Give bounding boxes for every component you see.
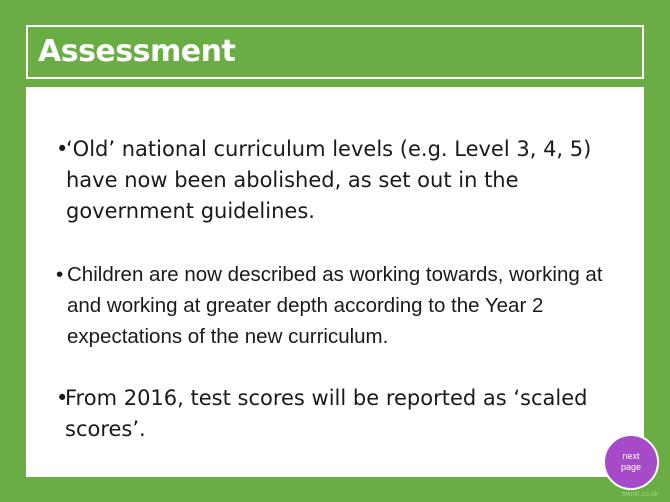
bullet-item-working-descriptions [56,259,626,352]
watermark-text: twinkl.co.uk [622,491,659,498]
title-bar [26,25,644,79]
next-page-label: next page [620,451,642,472]
bullet-item-levels-abolished [56,134,626,227]
bullet-marker: • [56,263,64,286]
content-panel [26,87,644,477]
next-page-button[interactable] [603,434,659,490]
bullet-marker: • [56,137,69,161]
slide-title: Assessment [38,34,236,69]
bullet-item-scaled-scores [56,383,626,445]
bullet-marker: • [56,386,69,410]
bullet-text: ‘Old’ national curriculum levels (e.g. Level 3, 4, 5) have now been abolished, as set out in the government guidelines. [66,137,592,223]
bullet-text: Children are now described as working towards, working at and working at greater depth according to the Year 2 expectations of the new curriculum. [67,263,603,348]
bullet-text: From 2016, test scores will be reported as ‘scaled scores’. [65,386,588,441]
